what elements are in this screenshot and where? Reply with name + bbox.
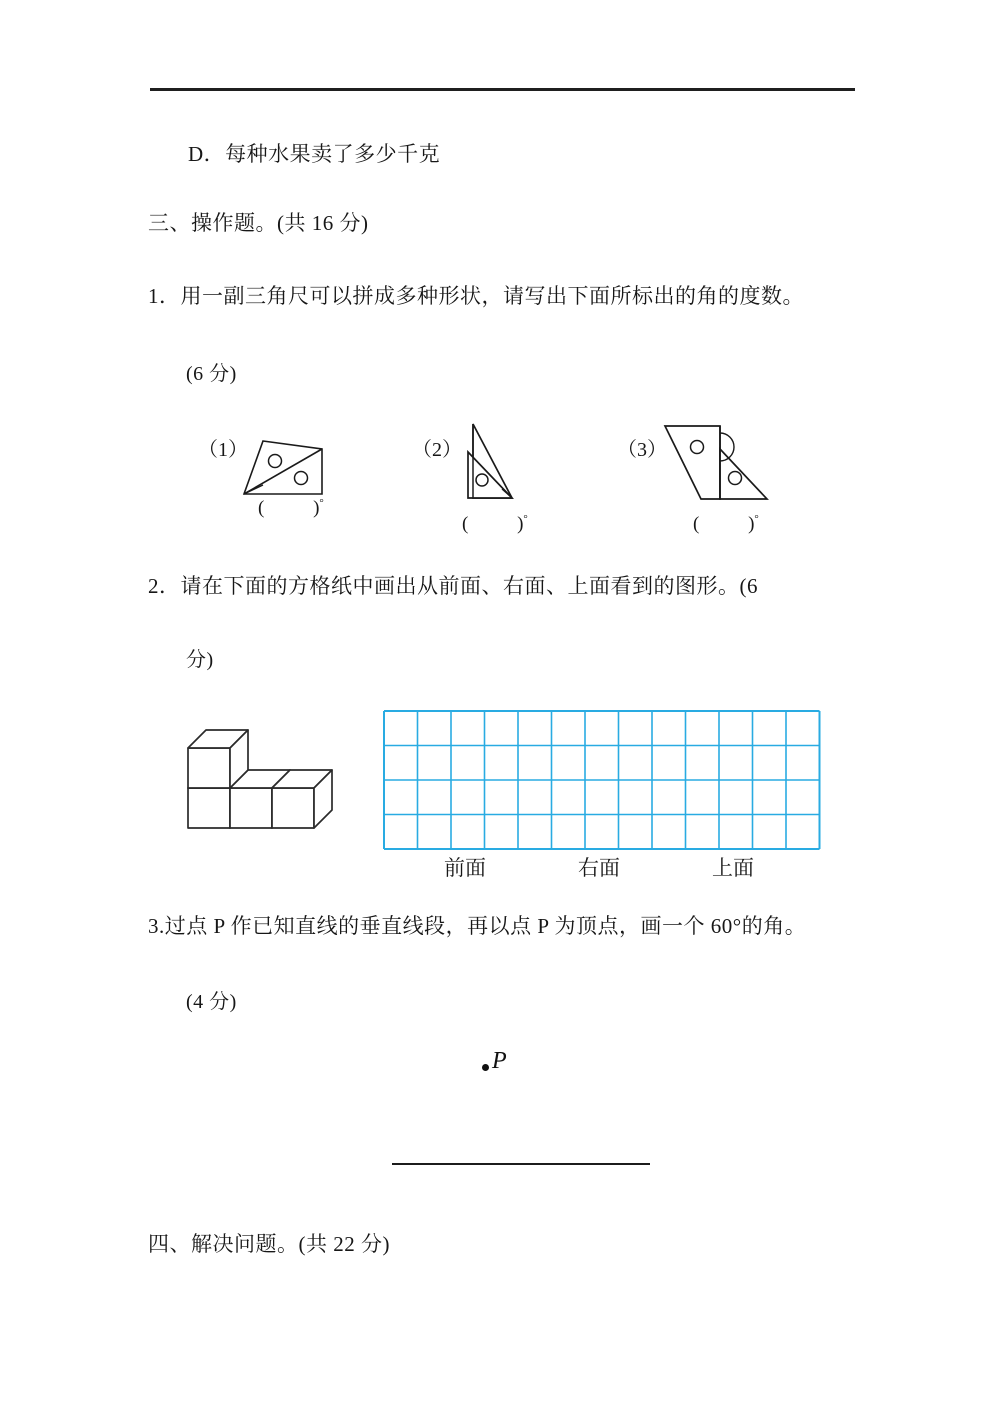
figure-3-triangle-pair (655, 421, 773, 505)
grid-label-top: 上面 (712, 856, 754, 880)
point-p-label: P (492, 1048, 507, 1074)
question-2-text-continued: 分) (186, 649, 214, 671)
known-straight-line (392, 1163, 650, 1165)
figure-3-paren-close: ) (748, 513, 755, 535)
figure-1-paren-open: ( (258, 497, 265, 519)
figure-2-degree-symbol: ° (523, 513, 528, 525)
figure-1-label: （1） (198, 439, 248, 461)
figure-3-label: （3） (617, 439, 667, 461)
figure-1-triangle-pair (238, 431, 332, 501)
figure-2-triangle-pair (455, 419, 525, 503)
grid-label-right: 右面 (578, 856, 620, 880)
figure-3-paren-open: ( (693, 513, 700, 535)
question-1-figure-row (0, 415, 1000, 540)
question-3-text: 3.过点 P 作已知直线的垂直线段，再以点 P 为顶点，画一个 60°的角。 (148, 914, 807, 938)
point-p-dot (482, 1064, 489, 1071)
question-2-text: 2．请在下面的方格纸中画出从前面、右面、上面看到的图形。(6 (148, 574, 758, 598)
header-rule (150, 88, 855, 91)
figure-2-answer-blank[interactable] (462, 513, 528, 535)
figure-1-paren-close: ) (313, 497, 320, 519)
section-four-heading: 四、解决问题。(共 22 分) (148, 1232, 390, 1256)
figure-2-label: （2） (412, 439, 462, 461)
section-three-heading: 三、操作题。(共 16 分) (148, 211, 369, 235)
figure-3-answer-blank[interactable] (693, 513, 759, 535)
option-d-text: D．每种水果卖了多少千克 (188, 142, 441, 166)
figure-1-answer-blank[interactable] (258, 497, 324, 519)
grid-view-labels (382, 852, 818, 882)
question-3-score: (4 分) (186, 991, 237, 1013)
figure-2-paren-close: ) (517, 513, 524, 535)
question-1-score: (6 分) (186, 363, 237, 385)
figure-1-degree-symbol: ° (319, 497, 324, 509)
grid-paper[interactable] (382, 709, 822, 856)
figure-2-paren-open: ( (462, 513, 469, 535)
grid-label-front: 前面 (444, 856, 486, 880)
cube-solid-figure (178, 718, 342, 841)
figure-3-degree-symbol: ° (754, 513, 759, 525)
question-1-text: 1．用一副三角尺可以拼成多种形状，请写出下面所标出的角的度数。 (148, 284, 804, 308)
